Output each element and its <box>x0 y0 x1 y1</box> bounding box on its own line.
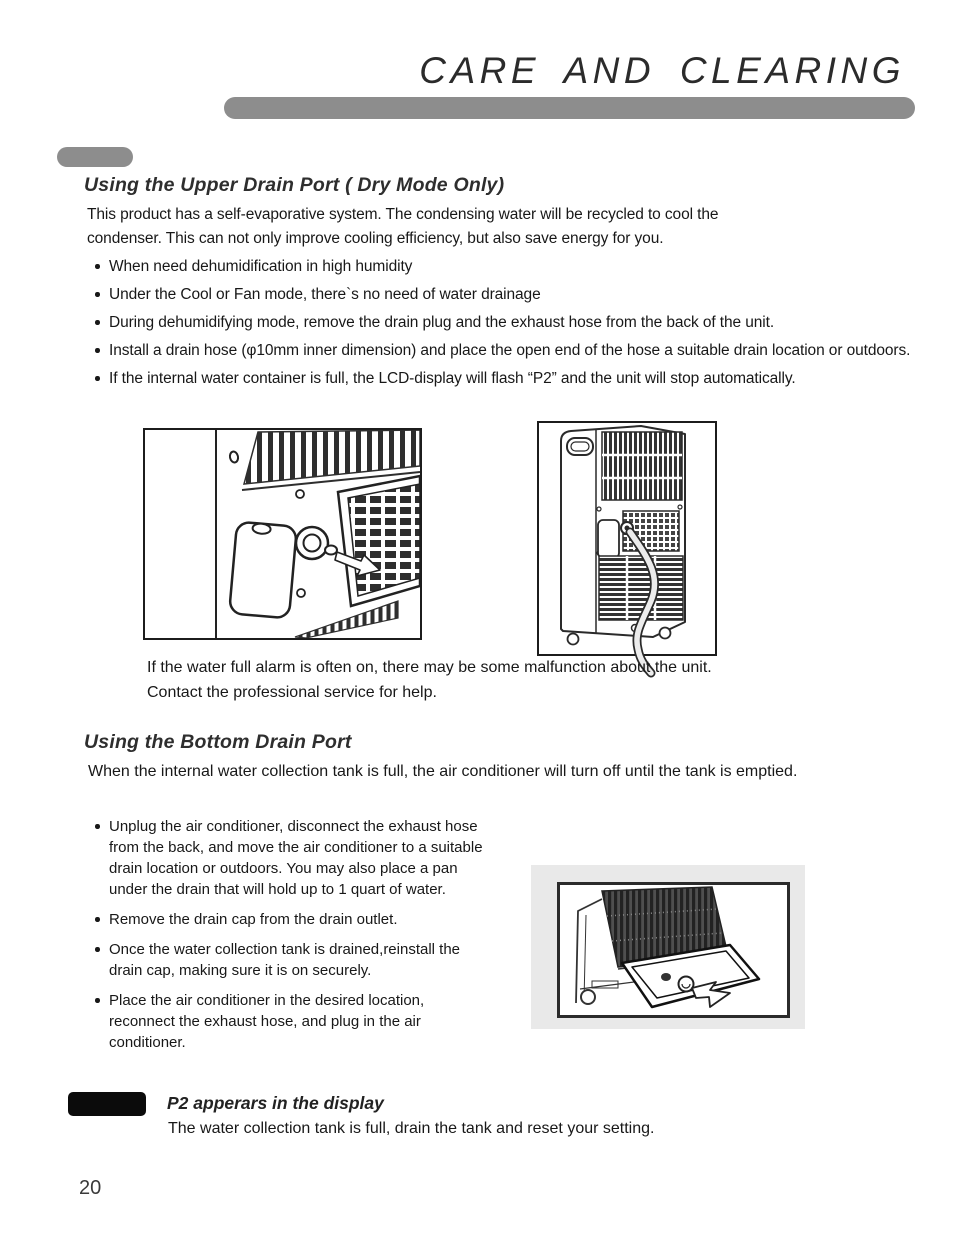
side-grille <box>348 484 420 596</box>
p2-note-heading: P2 apperars in the display <box>167 1093 384 1113</box>
page-title: CARE AND CLEARING <box>419 50 905 91</box>
water-full-alarm-note <box>147 655 847 705</box>
drain-plug-icon <box>325 546 337 555</box>
caster-wheel <box>581 990 595 1004</box>
drain-cap-icon <box>679 977 694 992</box>
bottom-drain-intro: When the internal water collection tank is full, the air conditioner will turn off until the tank is emptied. <box>88 763 798 780</box>
top-vent-slats <box>244 430 420 484</box>
rear-view-illustration <box>539 423 715 675</box>
bottom-drain-bullet-list <box>93 816 485 1062</box>
figure-rear-view-drain-hose <box>537 421 717 656</box>
page-number: 20 <box>79 1177 102 1199</box>
list-item: Remove the drain cap from the drain outlet. <box>93 909 485 930</box>
list-item: When need dehumidification in high humidity <box>93 256 923 277</box>
drain-cover-flap <box>229 522 297 619</box>
list-item: Once the water collection tank is drained,reinstall the drain cap, making sure it is on securely. <box>93 939 485 981</box>
list-item: During dehumidifying mode, remove the drain plug and the exhaust hose from the back of the unit. <box>93 312 923 333</box>
figure-upper-drain-closeup <box>143 428 422 640</box>
upper-drain-bullet-list <box>93 256 923 396</box>
caster-wheel <box>660 628 671 639</box>
list-item: Unplug the air conditioner, disconnect the exhaust hose from the back, and move the air conditioner to a suitable drain location or outdoors. You may also place a pan under the drain that will hold up to 1 quart of water. <box>93 816 485 900</box>
upper-drain-heading: Using the Upper Drain Port ( Dry Mode Only) <box>84 174 505 196</box>
upper-drain-intro: This product has a self-evaporative system. The condensing water will be recycled to cool the condenser. This can not only improve cooling efficiency, but also save energy for you. <box>87 206 719 247</box>
caster-wheel <box>568 634 579 645</box>
note-line: Contact the professional service for help. <box>147 684 437 701</box>
p2-note-body: The water collection tank is full, drain the tank and reset your setting. <box>168 1120 655 1137</box>
bottom-drain-frame <box>557 882 790 1018</box>
list-item: Under the Cool or Fan mode, there`s no need of water drainage <box>93 284 923 305</box>
bottom-drain-heading: Using the Bottom Drain Port <box>84 731 352 753</box>
figure-bottom-drain-pan <box>531 865 805 1029</box>
bottom-drain-illustration <box>560 885 787 1015</box>
list-item: If the internal water container is full, the LCD-display will flash “P2” and the unit will stop automatically. <box>93 368 923 389</box>
list-item: Install a drain hose (φ10mm inner dimension) and place the open end of the hose a suitable drain location or outdoors. <box>93 340 923 361</box>
title-underline-bar <box>224 97 915 119</box>
bottom-vent-slats <box>295 601 398 638</box>
section-marker-bar <box>57 147 133 167</box>
upper-drain-illustration <box>145 430 420 638</box>
drain-cover <box>598 520 619 558</box>
bottom-condenser-grille <box>599 556 683 620</box>
drain-outlet <box>661 973 671 981</box>
top-condenser-grille <box>602 432 682 500</box>
p2-label-bar <box>68 1092 146 1116</box>
list-item: Place the air conditioner in the desired location, reconnect the exhaust hose, and plug in the air conditioner. <box>93 990 485 1053</box>
note-line: If the water full alarm is often on, there may be some malfunction about the unit. <box>147 659 712 676</box>
